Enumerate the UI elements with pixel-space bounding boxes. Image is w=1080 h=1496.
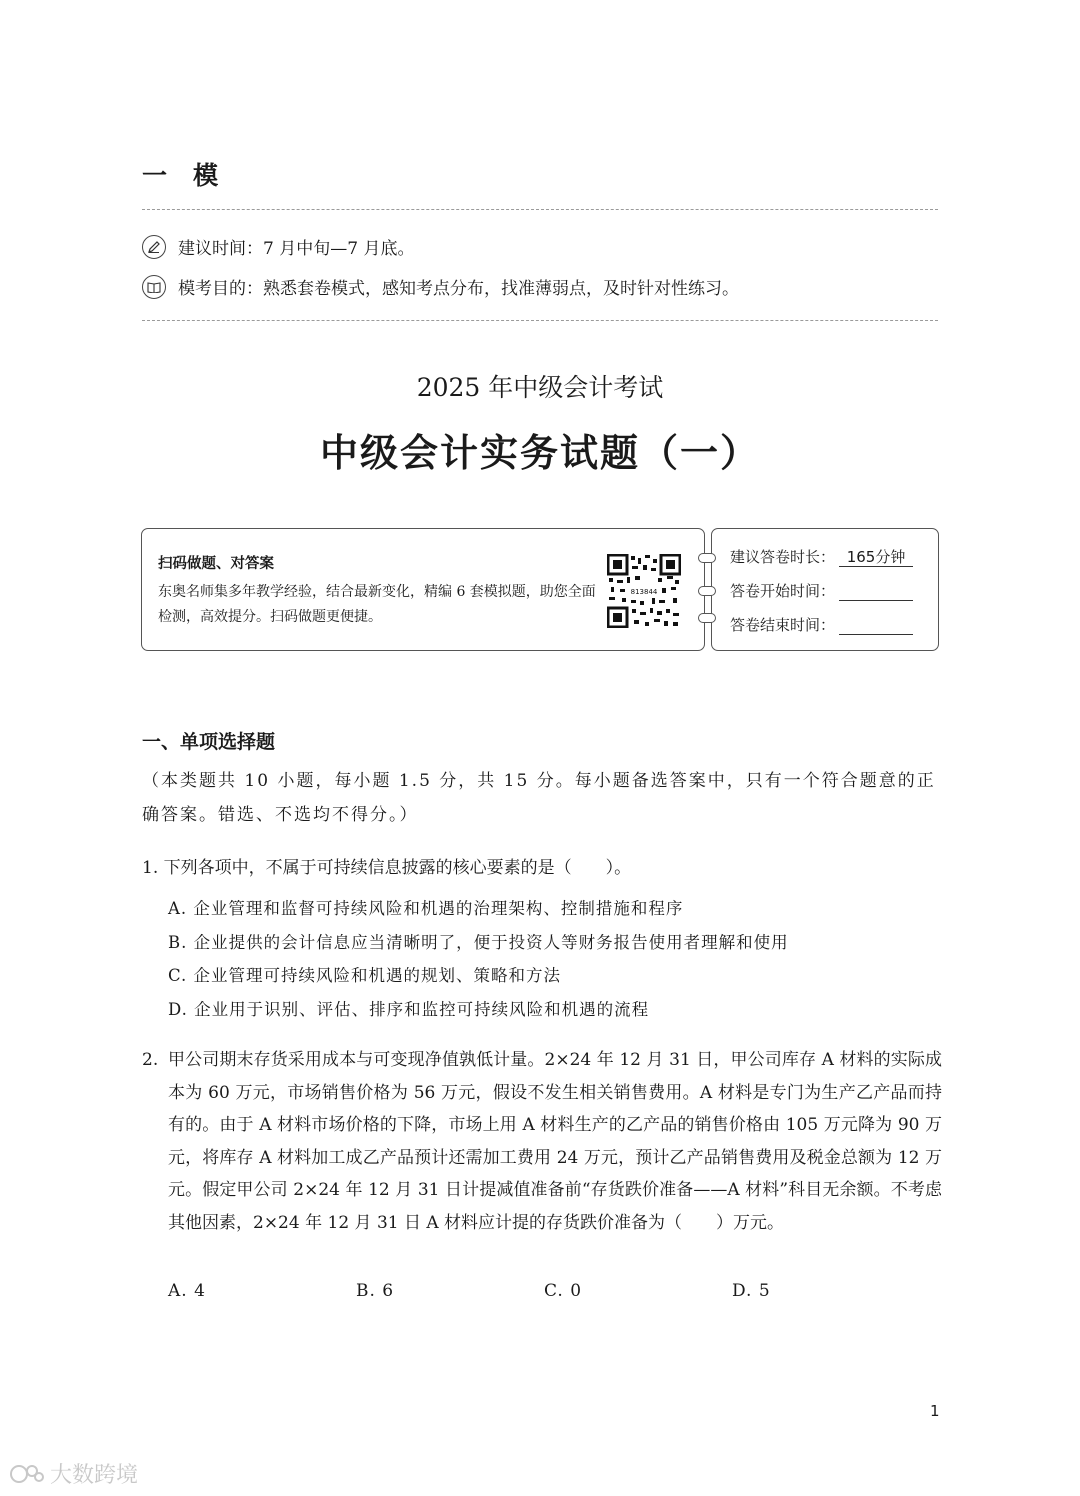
exam-year-line: 2025 年中级会计考试 [416,373,664,402]
page-number: 1 [930,1402,940,1420]
start-time-field[interactable] [839,580,913,601]
pencil-icon [142,235,166,259]
duration-row [730,546,913,567]
scan-box-desc: 东奥名师集多年教学经验，结合最新变化，精编 6 套模拟题，助您全面检测，高效提分。扫码做题更便捷。 [158,584,596,625]
question-section-intro: （本类题共 10 小题，每小题 1.5 分，共 15 分。每小题备选答案中，只有一个符合题意的正确答案。错选、不选均不得分。） [142,771,936,825]
question-1-stem: 1. 下列各项中，不属于可持续信息披露的核心要素的是（ ）。 [142,858,632,878]
qr-label: 813844 [630,588,658,596]
question-2-option-d[interactable]: D. 5 [732,1281,771,1301]
question-section-title: 一、单项选择题 [142,731,276,753]
exam-title: 中级会计实务试题（一） [319,430,760,475]
watermark [10,1458,138,1489]
question-2-option-b[interactable]: B. 6 [356,1281,395,1301]
binder-ring-3 [698,613,716,623]
question-2-number: 2. [142,1050,159,1070]
question-1-option-a[interactable]: A. 企业管理和监督可持续风险和机遇的治理架构、控制措施和程序 [168,899,684,918]
watermark-logo-icon [10,1463,44,1485]
watermark-text: 大数跨境 [50,1463,139,1488]
tip-purpose-text: 模考目的：熟悉套卷模式，感知考点分布，找准薄弱点，及时针对性练习。 [178,279,739,299]
tip-time [142,234,414,259]
heading-char-2: 模 [193,161,219,190]
question-2-stem: 甲公司期末存货采用成本与可变现净值孰低计量。2×24 年 12 月 31 日，甲公司库存 A 材料的实际成本为 60 万元，市场销售价格为 56 万元，假设不发生相关销售费用。A 材料是专门为生产乙产品而持有的。由于 A 材料市场价格的下降，市场上用 A 材料生产的乙产品的销售价格由 105 万元降为 90 万元，将库存 A 材料加工成乙产品预计还需加工费用 24 万元，预计乙产品销售费用及税金总额为 12 万元。假定甲公司 2×24 年 12 月 31 日计提减值准备前“存货跌价准备——A 材料”科目无余额。不考虑其他因素，2×24 年 12 月 31 日 A 材料应计提的存货跌价准备为（ ）万元。 [168,1050,942,1233]
question-2-option-c[interactable]: C. 0 [544,1281,583,1301]
question-1-option-c[interactable]: C. 企业管理可持续风险和机遇的规划、策略和方法 [168,966,562,985]
binder-ring-2 [698,586,716,596]
dashed-divider-bottom [142,320,938,321]
end-time-row [730,614,913,635]
section-heading [142,156,218,192]
duration-label: 建议答卷时长： [730,548,836,566]
start-time-label: 答卷开始时间： [730,582,836,600]
end-time-field[interactable] [839,614,913,635]
scan-box-title: 扫码做题、对答案 [158,556,274,572]
question-1-option-d[interactable]: D. 企业用于识别、评估、排序和监控可持续风险和机遇的流程 [168,1000,650,1019]
dashed-divider-top [142,209,938,210]
question-1-option-b[interactable]: B. 企业提供的会计信息应当清晰明了，便于投资人等财务报告使用者理解和使用 [168,933,789,952]
start-time-row [730,580,913,601]
question-2 [142,1044,942,1240]
heading-char-1: 一 [142,161,168,190]
question-2-option-a[interactable]: A. 4 [168,1281,206,1301]
tip-purpose [142,274,739,299]
book-icon [142,275,166,299]
duration-value: 165分钟 [839,546,913,567]
qr-code-icon[interactable] [607,554,681,628]
tip-time-text: 建议时间：7 月中旬—7 月底。 [178,239,415,259]
end-time-label: 答卷结束时间： [730,616,836,634]
binder-ring-1 [698,553,716,563]
